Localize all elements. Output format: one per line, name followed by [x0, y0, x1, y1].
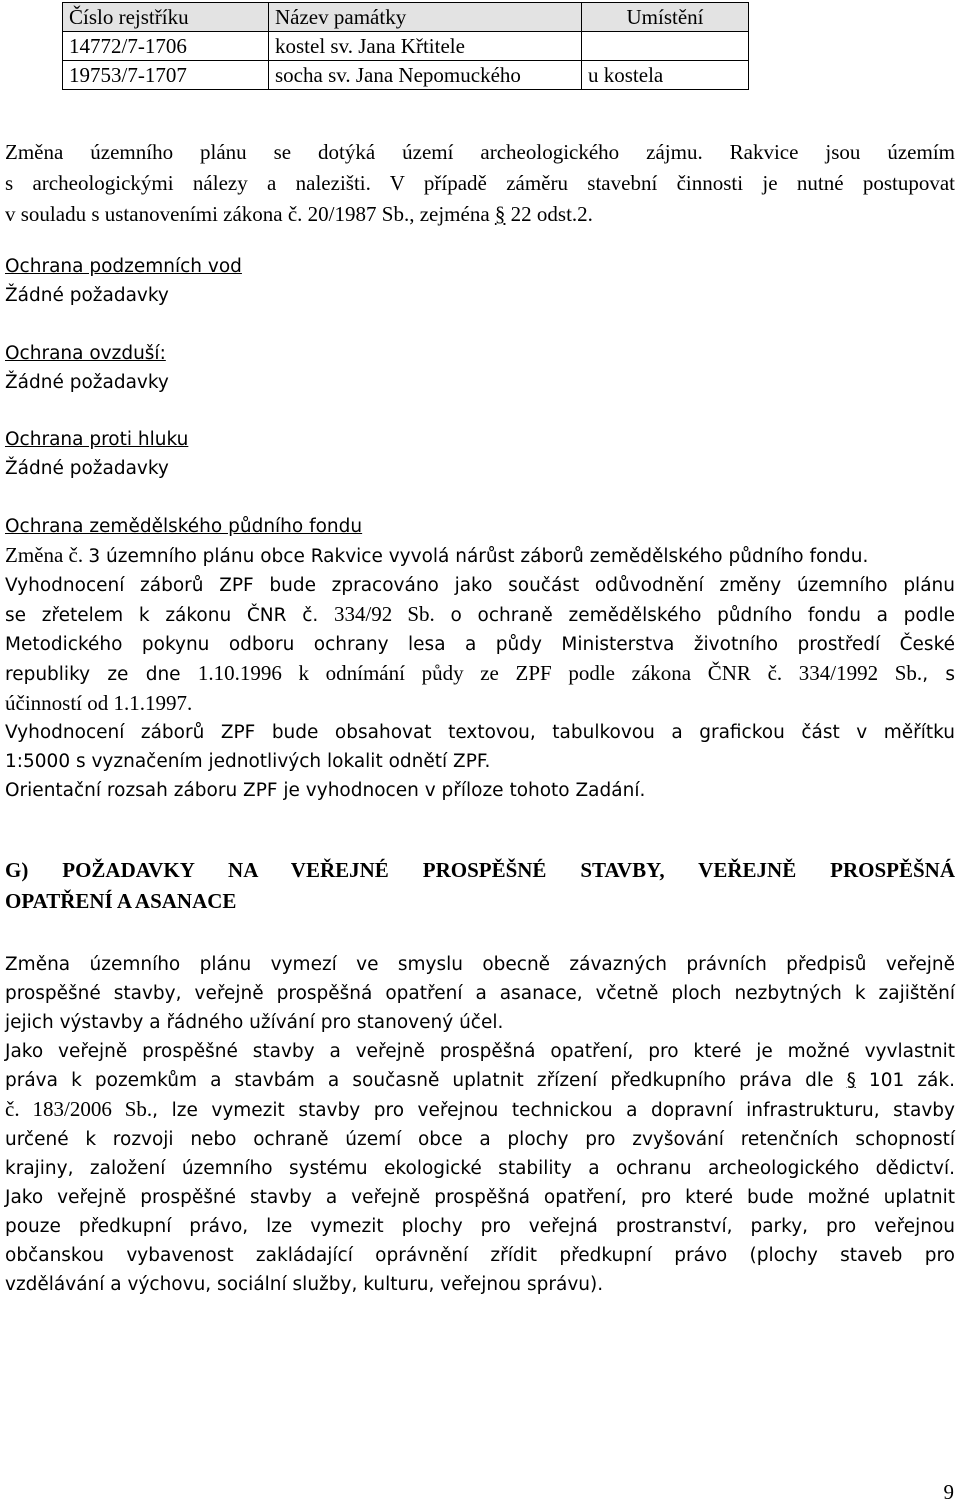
text-fragment: 101 zák. [855, 1070, 955, 1091]
section-agricultural-land [5, 512, 955, 805]
text-line [5, 659, 955, 689]
text-line [5, 199, 955, 230]
text-fragment: , s [922, 664, 955, 685]
section-air [5, 339, 955, 397]
table-cell: kostel sv. Jana Křtitele [269, 32, 582, 61]
text-line: Vyhodnocení záborů ZPF bude obsahovat textovou, tabulkovou a grafickou část v měřítku [5, 722, 955, 743]
section-text: Žádné požadavky [5, 372, 169, 393]
header-cell: Číslo rejstříku [63, 3, 269, 32]
text-fragment: 1.10.1996 k odnímání půdy ze ZPF podle zákona ČNR č. 334/1992 Sb. [197, 661, 923, 685]
text-fragment: 334/92 Sb. [333, 602, 435, 626]
text-line: prospěšné stavby, veřejně prospěšná opatření a asanace, včetně ploch nezbytných k zajištění [5, 983, 955, 1004]
text-line: občanskou vybavenost zakládající oprávnění zřídit předkupní právo (plochy staveb pro [5, 1245, 955, 1266]
heading-line: OPATŘENÍ A ASANACE [5, 889, 237, 913]
text-line: Změna územního plánu se dotýká území archeologického zájmu. Rakvice jsou územím [5, 140, 955, 164]
table-header-row [63, 3, 749, 32]
text-line: Jako veřejně prospěšné stavby a veřejně prospěšná opatření, pro které je možné vyvlastnit [5, 1041, 955, 1062]
table-cell: 19753/7-1707 [63, 61, 269, 90]
text-line: účinností od 1.1.1997. [5, 691, 193, 715]
table-cell [582, 32, 749, 61]
text-line: určené k rozvoji nebo ochraně území obce a plochy pro zvyšování retenčních schopností [5, 1129, 955, 1150]
heading-line: G) POŽADAVKY NA VEŘEJNÉ PROSPĚŠNÉ STAVBY, VEŘEJNĚ PROSPĚŠNÁ [5, 858, 955, 882]
section-title: Ochrana ovzduší: [5, 343, 166, 364]
text-line: Jako veřejně prospěšné stavby a veřejně prospěšná opatření, pro které bude možné uplatnit [5, 1187, 955, 1208]
text-fragment: se zřetelem k zákonu ČNR č. [5, 605, 334, 626]
text-line: pouze předkupní právo, lze vymezit plochy pro veřejná prostranství, parky, pro veřejnou [5, 1216, 955, 1237]
text-line: 1:5000 s vyznačením jednotlivých lokalit odnětí ZPF. [5, 751, 491, 772]
text-fragment: v souladu s ustanoveními zákona č. 20/1987 Sb., zejména [5, 202, 495, 226]
text-line: Metodického pokynu odboru ochrany lesa a půdy Ministerstva životního prostředí České [5, 634, 955, 655]
section-sign: § [846, 1070, 856, 1091]
archeology-paragraph [5, 137, 955, 230]
section-title: Ochrana zemědělského půdního fondu [5, 516, 363, 537]
monuments-table [62, 2, 749, 90]
text-fragment: republiky ze dne [5, 664, 198, 685]
text-line: s archeologickými nálezy a nalezišti. V případě záměru stavební činnosti je nutné postupovat [5, 171, 955, 195]
table-row [63, 61, 749, 90]
section-noise [5, 425, 955, 483]
text-fragment: práva k pozemkům a stavbám a současně uplatnit zřízení předkupního práva dle [5, 1070, 847, 1091]
text-line: Změna územního plánu vymezí ve smyslu obecně závazných právních předpisů veřejně [5, 954, 955, 975]
text-fragment: 22 odst.2. [505, 202, 593, 226]
text-line: Orientační rozsah záboru ZPF je vyhodnocen v příloze tohoto Zadání. [5, 780, 646, 801]
section-title: Ochrana proti hluku [5, 429, 189, 450]
section-heading-g [5, 855, 955, 917]
text-line [5, 600, 955, 630]
section-text: Žádné požadavky [5, 458, 169, 479]
text-fragment: o ochraně zemědělského půdního fondu a podle [434, 605, 956, 626]
text-line: jejich výstavby a řádného užívání pro stanovený účel. [5, 1012, 504, 1033]
text-line: vzdělávání a výchovu, sociální služby, kulturu, veřejnou správu). [5, 1274, 604, 1295]
table-row [63, 32, 749, 61]
text-line [5, 1066, 955, 1095]
header-cell: Umístění [582, 3, 749, 32]
page-number: 9 [943, 1480, 954, 1504]
text-fragment: Změna č. [5, 543, 89, 567]
table-cell: 14772/7-1706 [63, 32, 269, 61]
text-fragment: 3 územního plánu obce Rakvice vyvolá nárůst záborů zemědělského půdního fondu. [88, 546, 869, 567]
public-works-paragraph [5, 950, 955, 1299]
section-sign: § [494, 202, 506, 226]
table-cell: u kostela [582, 61, 749, 90]
section-text: Žádné požadavky [5, 285, 169, 306]
section-underground-water [5, 252, 955, 310]
text-line [5, 541, 955, 571]
text-line: Vyhodnocení záborů ZPF bude zpracováno jako součást odůvodnění změny územního plánu [5, 575, 955, 596]
text-fragment: č. 183/2006 Sb. [5, 1097, 153, 1121]
text-line: krajiny, založení územního systému ekologické stability a ochranu archeologického dědictví. [5, 1158, 955, 1179]
section-title: Ochrana podzemních vod [5, 256, 242, 277]
text-fragment: , lze vymezit stavby pro veřejnou technickou a dopravní infrastrukturu, stavby [152, 1100, 955, 1121]
table-cell: socha sv. Jana Nepomuckého [269, 61, 582, 90]
header-cell: Název památky [269, 3, 582, 32]
text-line [5, 1095, 955, 1125]
